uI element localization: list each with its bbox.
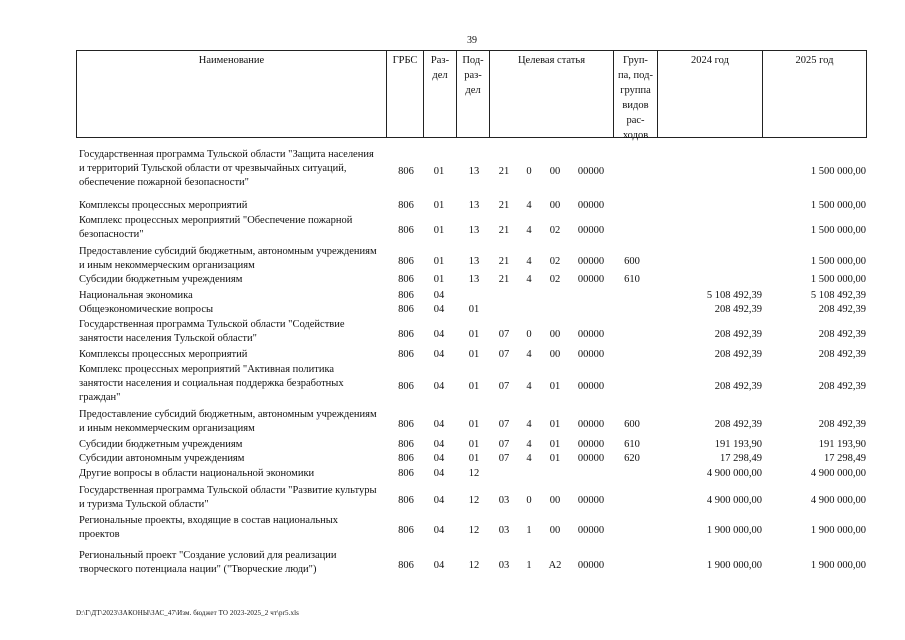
header-target: Целевая статья (490, 51, 614, 137)
table-row (0, 408, 905, 436)
row-name: Предоставление субсидий бюджетным, автономным учреждениям и иным некоммерческим организациям (79, 246, 377, 271)
table-row (0, 289, 905, 303)
row-name: Государственная программа Тульской области "Развитие культуры и туризма Тульской области" (79, 485, 377, 510)
cell-t2: 4 (526, 439, 532, 450)
row-name: Национальная экономика (79, 290, 193, 301)
table-header (76, 50, 867, 141)
table-row (0, 148, 905, 190)
file-path-footer: D:\Г\ДТ\2023\ЗАКОНЫ\ЗАС_47\Изм. бюджет ТО 2023-2025_2 чт\pr5.xls (76, 609, 299, 617)
cell-y2025: 1 500 000,00 (810, 256, 866, 267)
cell-t3: 01 (549, 419, 561, 430)
header-2024: 2024 год (658, 51, 763, 137)
cell-t3: 00 (549, 495, 561, 506)
cell-t1: 07 (498, 453, 510, 464)
page-number: 39 (467, 35, 477, 46)
cell-t2: 0 (526, 329, 532, 340)
cell-grbs: 806 (398, 329, 414, 340)
cell-y2024: 4 900 000,00 (706, 495, 762, 506)
table-row (0, 348, 905, 362)
cell-vr: 610 (624, 274, 640, 285)
header-grbs: ГРБС (387, 51, 424, 137)
cell-t4: 00000 (577, 495, 605, 506)
cell-podrazdel: 13 (468, 166, 480, 177)
row-name: Комплекс процессных мероприятий "Активная политика занятости населения и социальная поддержка безработных граждан" (79, 364, 344, 403)
cell-grbs: 806 (398, 349, 414, 360)
row-name: Другие вопросы в области национальной экономики (79, 468, 315, 479)
cell-vr: 610 (624, 439, 640, 450)
table-row (0, 484, 905, 512)
cell-razdel: 01 (433, 225, 445, 236)
cell-y2025: 1 900 000,00 (810, 525, 866, 536)
cell-t2: 4 (526, 381, 532, 392)
cell-grbs: 806 (398, 419, 414, 430)
cell-podrazdel: 01 (468, 304, 480, 315)
cell-t2: 4 (526, 419, 532, 430)
cell-y2025: 208 492,39 (818, 381, 866, 392)
cell-razdel: 04 (433, 453, 445, 464)
cell-t4: 00000 (577, 200, 605, 211)
cell-t2: 4 (526, 453, 532, 464)
cell-t4: 00000 (577, 453, 605, 464)
cell-t4: 00000 (577, 329, 605, 340)
cell-t4: 00000 (577, 274, 605, 285)
cell-grbs: 806 (398, 525, 414, 536)
cell-y2025: 1 500 000,00 (810, 200, 866, 211)
table-row (0, 549, 905, 577)
cell-grbs: 806 (398, 560, 414, 571)
cell-grbs: 806 (398, 274, 414, 285)
cell-y2024: 208 492,39 (714, 329, 762, 340)
cell-t4: 00000 (577, 381, 605, 392)
cell-t3: 02 (549, 274, 561, 285)
cell-y2024: 4 900 000,00 (706, 468, 762, 479)
cell-podrazdel: 01 (468, 381, 480, 392)
row-name: Государственная программа Тульской области "Содействие занятости населения Тульской области" (79, 319, 345, 344)
cell-vr: 600 (624, 419, 640, 430)
cell-y2024: 1 900 000,00 (706, 560, 762, 571)
cell-t4: 00000 (577, 419, 605, 430)
cell-y2025: 17 298,49 (824, 453, 866, 464)
table-row (0, 514, 905, 542)
cell-y2025: 208 492,39 (818, 349, 866, 360)
cell-razdel: 01 (433, 274, 445, 285)
cell-podrazdel: 01 (468, 329, 480, 340)
cell-t1: 21 (498, 225, 510, 236)
cell-razdel: 04 (433, 525, 445, 536)
cell-grbs: 806 (398, 200, 414, 211)
cell-razdel: 01 (433, 166, 445, 177)
cell-podrazdel: 12 (468, 560, 480, 571)
row-name: Комплексы процессных мероприятий (79, 200, 248, 211)
cell-grbs: 806 (398, 256, 414, 267)
cell-t1: 07 (498, 329, 510, 340)
cell-t1: 07 (498, 381, 510, 392)
cell-t3: 02 (549, 256, 561, 267)
cell-grbs: 806 (398, 290, 414, 301)
table-row (0, 245, 905, 273)
row-name: Региональный проект "Создание условий для реализации творческого потенциала нации" ("Творческие люди") (79, 550, 337, 575)
cell-podrazdel: 13 (468, 200, 480, 211)
header-2025: 2025 год (795, 55, 834, 66)
table-row (0, 438, 905, 452)
row-name: Комплекс процессных мероприятий "Обеспечение пожарной безопасности" (79, 215, 353, 240)
cell-t4: 00000 (577, 256, 605, 267)
cell-t2: 0 (526, 495, 532, 506)
cell-grbs: 806 (398, 468, 414, 479)
cell-y2025: 208 492,39 (818, 304, 866, 315)
cell-razdel: 01 (433, 256, 445, 267)
cell-t2: 0 (526, 166, 532, 177)
header-name: Наименование (77, 51, 387, 137)
cell-t3: 01 (549, 439, 561, 450)
cell-y2025: 208 492,39 (818, 419, 866, 430)
table-row (0, 214, 905, 242)
row-name: Предоставление субсидий бюджетным, автономным учреждениям и иным некоммерческим организациям (79, 409, 377, 434)
cell-vr: 600 (624, 256, 640, 267)
cell-razdel: 04 (433, 495, 445, 506)
cell-razdel: 04 (433, 381, 445, 392)
cell-t3: 01 (549, 381, 561, 392)
cell-vr: 620 (624, 453, 640, 464)
cell-y2024: 17 298,49 (720, 453, 762, 464)
cell-t3: 01 (549, 453, 561, 464)
cell-razdel: 04 (433, 290, 445, 301)
cell-grbs: 806 (398, 225, 414, 236)
cell-t4: 00000 (577, 225, 605, 236)
cell-t3: 02 (549, 225, 561, 236)
cell-t2: 1 (526, 525, 532, 536)
cell-t3: 00 (549, 166, 561, 177)
table-row (0, 199, 905, 213)
table-row (0, 452, 905, 466)
header-podrazdel: Под- раз- дел (457, 51, 490, 137)
header-vr: Груп- па, под- группа видов рас- ходов (614, 51, 658, 137)
cell-grbs: 806 (398, 439, 414, 450)
cell-grbs: 806 (398, 166, 414, 177)
cell-podrazdel: 12 (468, 495, 480, 506)
cell-y2024: 1 900 000,00 (706, 525, 762, 536)
cell-y2025: 4 900 000,00 (810, 495, 866, 506)
cell-y2024: 5 108 492,39 (706, 290, 762, 301)
cell-y2024: 191 193,90 (714, 439, 762, 450)
table-row (0, 303, 905, 317)
cell-t1: 03 (498, 495, 510, 506)
cell-razdel: 04 (433, 419, 445, 430)
row-name: Общеэкономические вопросы (79, 304, 214, 315)
cell-podrazdel: 13 (468, 256, 480, 267)
cell-t2: 4 (526, 200, 532, 211)
cell-razdel: 01 (433, 200, 445, 211)
cell-y2025: 1 500 000,00 (810, 166, 866, 177)
cell-podrazdel: 13 (468, 225, 480, 236)
cell-grbs: 806 (398, 381, 414, 392)
cell-y2025: 4 900 000,00 (810, 468, 866, 479)
cell-podrazdel: 01 (468, 439, 480, 450)
cell-podrazdel: 12 (468, 468, 480, 479)
cell-y2025: 1 500 000,00 (810, 225, 866, 236)
row-name: Субсидии автономным учреждениям (79, 453, 245, 464)
table-row (0, 273, 905, 287)
cell-t1: 21 (498, 256, 510, 267)
row-name: Комплексы процессных мероприятий (79, 349, 248, 360)
row-name: Субсидии бюджетным учреждениям (79, 274, 243, 285)
cell-y2024: 208 492,39 (714, 419, 762, 430)
table-row (0, 467, 905, 481)
cell-podrazdel: 01 (468, 453, 480, 464)
cell-t4: 00000 (577, 560, 605, 571)
cell-t1: 07 (498, 349, 510, 360)
table-row (0, 318, 905, 346)
cell-t3: 00 (549, 525, 561, 536)
cell-razdel: 04 (433, 304, 445, 315)
cell-y2025: 5 108 492,39 (810, 290, 866, 301)
cell-t4: 00000 (577, 439, 605, 450)
cell-podrazdel: 01 (468, 419, 480, 430)
cell-t1: 07 (498, 439, 510, 450)
cell-y2025: 191 193,90 (818, 439, 866, 450)
cell-y2025: 1 500 000,00 (810, 274, 866, 285)
row-name: Субсидии бюджетным учреждениям (79, 439, 243, 450)
cell-t1: 21 (498, 166, 510, 177)
cell-t1: 03 (498, 525, 510, 536)
cell-grbs: 806 (398, 453, 414, 464)
cell-t4: 00000 (577, 166, 605, 177)
row-name: Государственная программа Тульской области "Защита населения и территорий Тульской области от чрезвычайных ситуаций, обеспечение пожарной безопасности" (79, 149, 374, 188)
cell-t2: 4 (526, 225, 532, 236)
cell-t2: 4 (526, 274, 532, 285)
cell-y2024: 208 492,39 (714, 304, 762, 315)
cell-t3: А2 (548, 560, 562, 571)
cell-t3: 00 (549, 200, 561, 211)
cell-t2: 4 (526, 256, 532, 267)
cell-t1: 21 (498, 200, 510, 211)
cell-t3: 00 (549, 349, 561, 360)
cell-t3: 00 (549, 329, 561, 340)
cell-y2024: 208 492,39 (714, 349, 762, 360)
cell-razdel: 04 (433, 560, 445, 571)
table-row (0, 363, 905, 405)
cell-t1: 21 (498, 274, 510, 285)
cell-podrazdel: 13 (468, 274, 480, 285)
cell-razdel: 04 (433, 439, 445, 450)
cell-y2025: 208 492,39 (818, 329, 866, 340)
cell-t2: 1 (526, 560, 532, 571)
row-name: Региональные проекты, входящие в состав национальных проектов (79, 515, 339, 540)
cell-podrazdel: 12 (468, 525, 480, 536)
cell-grbs: 806 (398, 304, 414, 315)
cell-t1: 07 (498, 419, 510, 430)
cell-razdel: 04 (433, 349, 445, 360)
cell-t4: 00000 (577, 525, 605, 536)
cell-grbs: 806 (398, 495, 414, 506)
header-razdel: Раз- дел (424, 51, 457, 137)
cell-t4: 00000 (577, 349, 605, 360)
cell-razdel: 04 (433, 329, 445, 340)
cell-y2025: 1 900 000,00 (810, 560, 866, 571)
cell-t1: 03 (498, 560, 510, 571)
cell-podrazdel: 01 (468, 349, 480, 360)
cell-t2: 4 (526, 349, 532, 360)
cell-razdel: 04 (433, 468, 445, 479)
cell-y2024: 208 492,39 (714, 381, 762, 392)
